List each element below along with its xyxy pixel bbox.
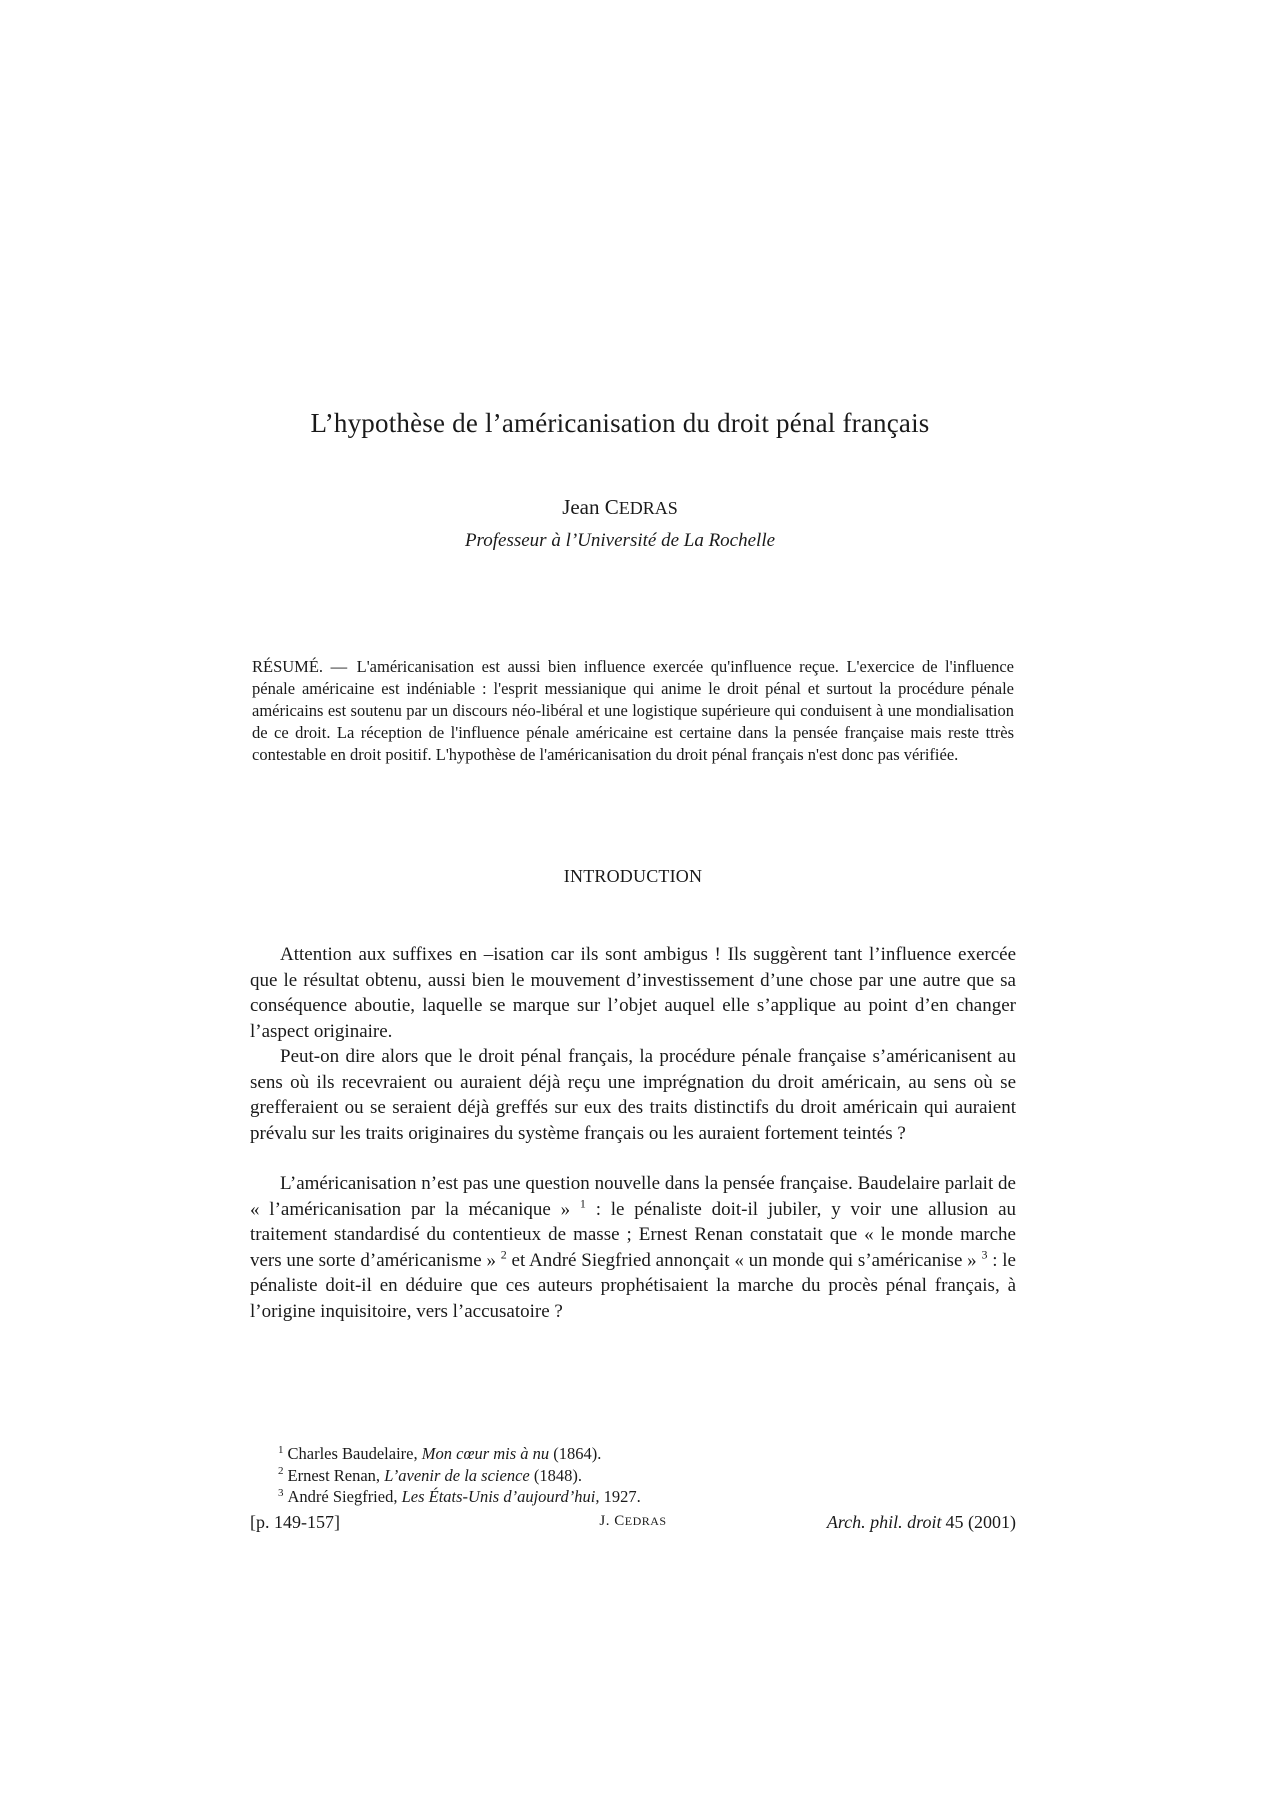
abstract-label: RÉSUMÉ. —: [252, 657, 348, 676]
footer-author-initial: J. C: [599, 1513, 625, 1529]
footnote-ref-1[interactable]: 1: [579, 1196, 586, 1211]
footnote-1: [278, 1443, 998, 1465]
paragraph-3-part-c: et André Siegfried annonçait « un monde qui s’américanise »: [511, 1249, 977, 1271]
section-heading-introduction: INTRODUCTION: [563, 866, 703, 886]
footnote-work: L’avenir de la science: [384, 1465, 530, 1485]
footer-page-range: [p. 149-157]: [250, 1512, 340, 1532]
paragraph-3: [250, 1171, 1016, 1324]
footnote-rest: (1848).: [533, 1465, 582, 1485]
footnote-number: 3: [278, 1486, 284, 1499]
paragraph-2: Peut-on dire alors que le droit pénal français, la procédure pénale française s’américanisent au sens où ils recevraient ou auraient déjà reçu une imprégnation du droit américain, au sens où se grefferaient ou se seraient déjà greffés sur eux des traits distinctifs du droit américain qui auraient prévalu sur les traits originaires du système français ou les auraient fortement teintés ?: [250, 1046, 1016, 1144]
author-affiliation: Professeur à l’Université de La Rochelle: [464, 530, 776, 551]
footnote-3: [278, 1486, 998, 1508]
article-title: L’hypothèse de l’américanisation du droit pénal français: [310, 408, 930, 438]
footnote-2: [278, 1465, 998, 1487]
footnote-rest: 1927.: [603, 1487, 641, 1506]
abstract: [252, 656, 1014, 766]
footnote-work: Mon cœur mis à nu: [421, 1444, 550, 1463]
footnote-author: Charles Baudelaire,: [287, 1444, 418, 1463]
author-last-name: [605, 495, 678, 519]
body-text: [250, 942, 1016, 1324]
footnote-ref-3[interactable]: 3: [981, 1247, 988, 1262]
footnote-work: Les États-Unis d’aujourd’hui,: [401, 1487, 600, 1506]
footer-volume: 45 (2001): [945, 1512, 1016, 1532]
footnote-author: André Siegfried,: [287, 1487, 398, 1506]
author-name: [250, 495, 990, 520]
paragraph-3-part-d: : le pénaliste doit-il en déduire que ces auteurs prophétisaient la marche du procès pénal français, à l’origine inquisitoire, vers l’accusatoire ?: [250, 1249, 1016, 1322]
footnote-rest: (1864).: [553, 1444, 602, 1463]
author-last-rest: EDRAS: [618, 498, 678, 518]
footer-journal-title: Arch. phil. droit: [826, 1512, 942, 1532]
footnote-number: 2: [278, 1465, 284, 1477]
page-footer: [250, 1512, 1016, 1536]
footnote-number: 1: [278, 1443, 284, 1456]
footer-journal: [827, 1512, 1016, 1533]
paragraph-1: Attention aux suffixes en –isation car ils sont ambigus ! Ils suggèrent tant l’influence exercée que le résultat obtenu, aussi bien le mouvement d’investissement d’une chose par une autre que sa conséquence aboutie, laquelle se marque sur l’objet auquel elle s’applique au point d’en changer l’aspect originaire.: [250, 944, 1016, 1042]
footnote-author: Ernest Renan,: [287, 1465, 381, 1485]
footnote-ref-2[interactable]: 2: [500, 1247, 507, 1262]
paragraph-3-part-a: L’américanisation n’est pas une question nouvelle dans la pensée française. Baudelaire parlait de « l’américanisation par la mécanique »: [250, 1173, 1016, 1220]
abstract-text: L'américanisation est aussi bien influence exercée qu'influence reçue. L'exercice de l'influence pénale américaine est indéniable : l'esprit messianique qui anime le droit pénal et surtout la procédure pénale américains est soutenu par un discours néo-libéral et une logistique supérieure qui conduisent à une mondialisation de ce droit. La réception de l'influence pénale américaine est certaine dans la pensée française mais reste ttrès contestable en droit positif. L'hypothèse de l'américanisation du droit pénal français n'est donc pas vérifiée.: [252, 657, 1015, 764]
footnotes: [278, 1443, 998, 1508]
author-first-name: Jean: [562, 495, 600, 519]
paragraph-3-part-b: : le pénaliste doit-il jubiler, y voir une allusion au traitement standardisé du contentieux de masse ; Ernest Renan constatait que « le monde marche vers une sorte d’américanisme »: [250, 1198, 1017, 1271]
footer-author-rest: EDRAS: [624, 1514, 667, 1528]
author-last-initial: C: [604, 495, 619, 519]
